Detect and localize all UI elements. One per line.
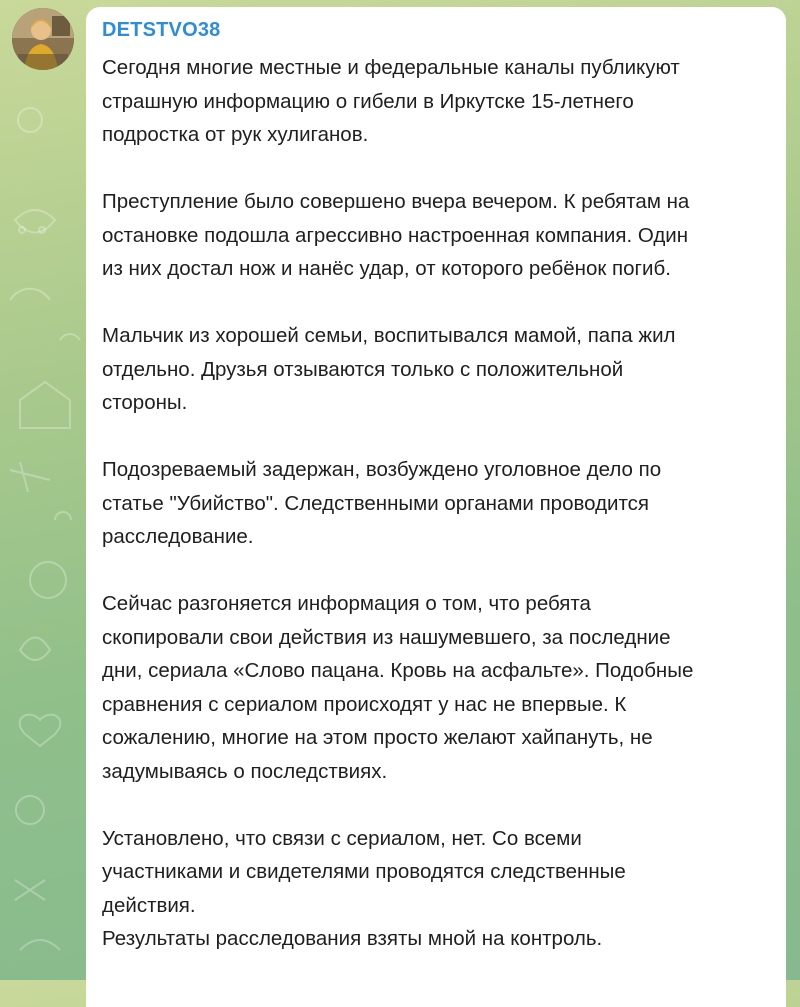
message-paragraph <box>102 822 770 956</box>
message-line: дни, сериала «Слово пацана. Кровь на асфальте». Подобные <box>102 659 694 682</box>
message-line: остановке подошла агрессивно настроенная компания. Один <box>102 223 689 247</box>
message-paragraph <box>102 51 770 152</box>
message-line: сожалению, многие на этом просто желают хайпануть, не <box>102 726 653 749</box>
message-line: расследование. <box>102 525 254 548</box>
message-line: статье "Убийство". Следственными органами проводится <box>102 491 650 515</box>
message-line: сравнения с сериалом происходят у нас не впервые. К <box>102 692 627 716</box>
person-avatar-icon <box>12 8 74 70</box>
message-line: Подозреваемый задержан, возбуждено уголовное дело по <box>102 458 662 481</box>
message-line: Сегодня многие местные и федеральные каналы публикуют <box>102 56 680 79</box>
wallpaper-swirl-doodle <box>10 289 50 300</box>
channel-avatar[interactable] <box>12 8 74 70</box>
message-line: Сейчас разгоняется информация о том, что ребята <box>102 592 591 615</box>
message-paragraph <box>102 587 770 788</box>
wallpaper-cat-doodle <box>15 210 55 233</box>
message-text <box>102 51 770 956</box>
wallpaper-house-doodle <box>20 382 70 428</box>
wallpaper-ball-doodle <box>30 562 66 598</box>
wallpaper-circle-doodle <box>18 108 42 132</box>
message-line: Результаты расследования взяты мной на контроль. <box>102 927 603 950</box>
message-line: участниками и свидетелями проводятся следственные <box>102 860 626 883</box>
channel-name[interactable]: DETSTVO38 <box>102 19 221 41</box>
message-line: Установлено, что связи с сериалом, нет. Со всеми <box>102 826 582 850</box>
message-line: Мальчик из хорошей семьи, воспитывался мамой, папа жил <box>102 324 676 347</box>
message-paragraph <box>102 319 770 420</box>
wallpaper-fish-doodle <box>10 462 50 492</box>
message-line: из них достал нож и нанёс удар, от которого ребёнок погиб. <box>102 257 671 280</box>
message-line: скопировали свои действия из нашумевшего, за последние <box>102 625 671 649</box>
message-line: отдельно. Друзья отзываются только с положительной <box>102 357 624 381</box>
message-line: стороны. <box>102 391 188 414</box>
message-paragraph <box>102 185 770 286</box>
message-line: действия. <box>102 893 196 917</box>
message-line: Преступление было совершено вчера вечером. К ребятам на <box>102 190 690 213</box>
message-paragraph <box>102 453 770 554</box>
message-line: подростка от рук хулиганов. <box>102 123 369 146</box>
message-line: задумываясь о последствиях. <box>102 759 388 783</box>
message-line: страшную информацию о гибели в Иркутске 15-летнего <box>102 89 634 113</box>
wallpaper-heart-doodle <box>20 715 61 746</box>
message-bubble[interactable] <box>86 7 786 1007</box>
